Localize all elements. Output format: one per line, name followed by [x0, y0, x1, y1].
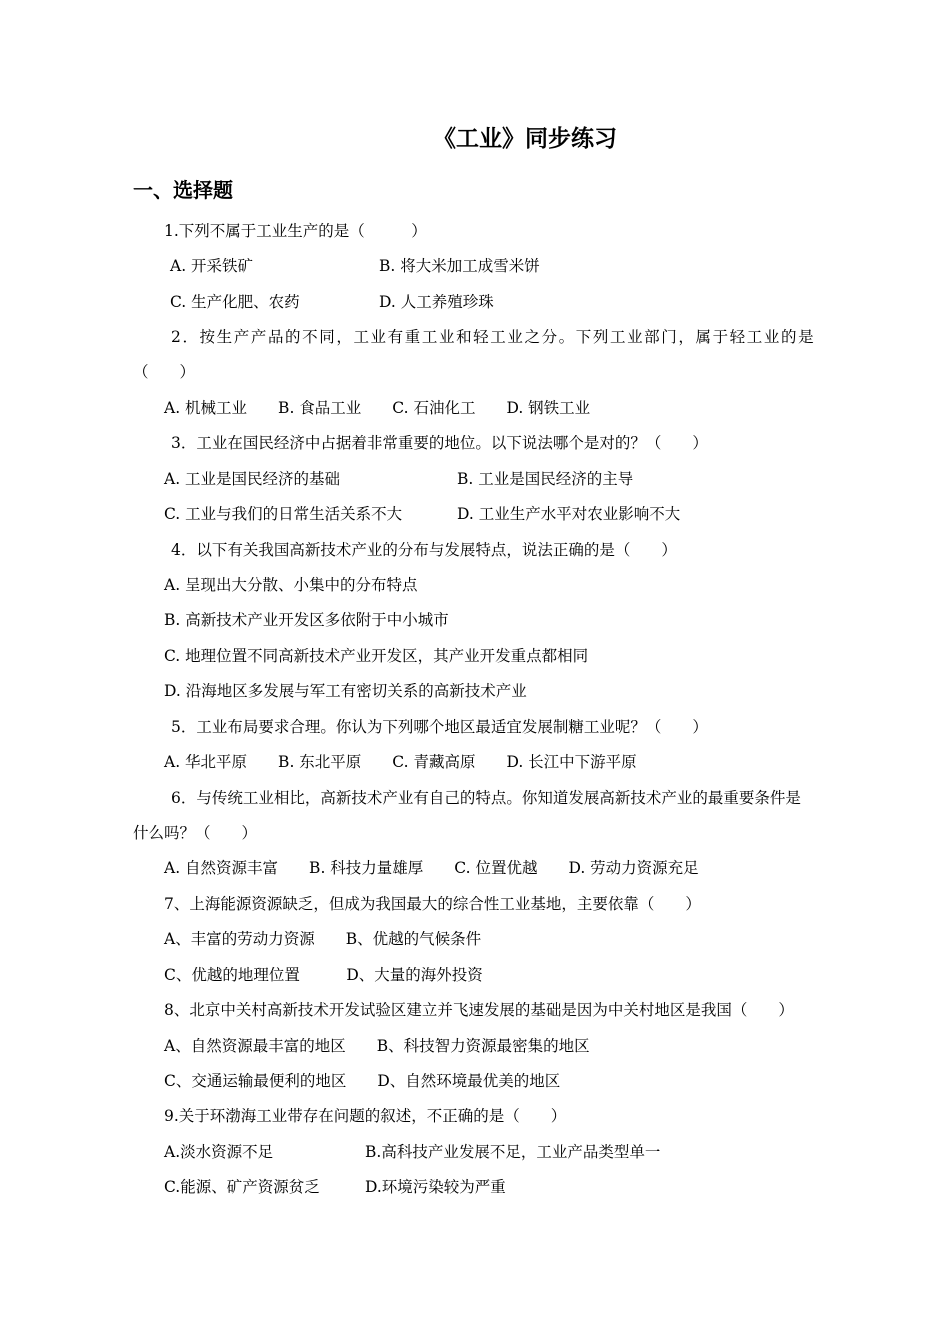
question-9-stem: 9.关于环渤海工业带存在问题的叙述，不正确的是（ ）: [164, 1107, 567, 1125]
question-2-stem-continued: （ ）: [133, 363, 196, 381]
question-1-option-a: A. 开采铁矿: [170, 257, 254, 275]
question-5-options: A. 华北平原 B. 东北平原 C. 青藏高原 D. 长江中下游平原: [164, 753, 637, 771]
question-1-option-b: B. 将大米加工成雪米饼: [379, 257, 540, 275]
question-7-options-ab: A、丰富的劳动力资源 B、优越的气候条件: [164, 930, 482, 948]
section-heading: 一、选择题: [133, 178, 233, 202]
question-8-options-cd: C、交通运输最便利的地区 D、自然环境最优美的地区: [164, 1072, 561, 1090]
question-4-option-d: D. 沿海地区多发展与军工有密切关系的高新技术产业: [164, 682, 527, 700]
question-1-option-d: D. 人工养殖珍珠: [379, 293, 494, 311]
question-9-option-a: A.淡水资源不足: [164, 1143, 274, 1161]
question-3-stem: 3．工业在国民经济中占据着非常重要的地位。以下说法哪个是对的？（ ）: [171, 434, 708, 452]
question-4-option-c: C. 地理位置不同高新技术产业开发区，其产业开发重点都相同: [164, 647, 589, 665]
question-2-options: A. 机械工业 B. 食品工业 C. 石油化工 D. 钢铁工业: [164, 399, 591, 417]
question-6-stem: 6．与传统工业相比，高新技术产业有自己的特点。你知道发展高新技术产业的最重要条件是: [171, 789, 801, 807]
question-5-stem: 5．工业布局要求合理。你认为下列哪个地区最适宜发展制糖工业呢？（ ）: [171, 718, 708, 736]
question-4-stem: 4．以下有关我国高新技术产业的分布与发展特点，说法正确的是（ ）: [171, 541, 677, 559]
question-7-stem: 7、上海能源资源缺乏，但成为我国最大的综合性工业基地，主要依靠（ ）: [164, 895, 701, 913]
question-3-option-c: C. 工业与我们的日常生活关系不大: [164, 505, 403, 523]
question-3-option-b: B. 工业是国民经济的主导: [457, 470, 634, 488]
question-1-stem: 1.下列不属于工业生产的是（ ）: [164, 222, 427, 240]
question-4-option-a: A. 呈现出大分散、小集中的分布特点: [164, 576, 418, 594]
page-title: 《工业》同步练习: [433, 126, 617, 152]
question-8-stem: 8、北京中关村高新技术开发试验区建立并飞速发展的基础是因为中关村地区是我国（ ）: [164, 1001, 794, 1019]
question-7-options-cd: C、优越的地理位置 D、大量的海外投资: [164, 966, 483, 984]
question-3-option-d: D. 工业生产水平对农业影响不大: [457, 505, 681, 523]
question-6-options: A. 自然资源丰富 B. 科技力量雄厚 C. 位置优越 D. 劳动力资源充足: [164, 859, 699, 877]
question-2-stem: 2．按生产产品的不同，工业有重工业和轻工业之分。下列工业部门，属于轻工业的是: [171, 328, 816, 346]
question-6-stem-continued: 什么吗？（ ）: [133, 824, 258, 842]
question-9-option-b: B.高科技产业发展不足，工业产品类型单一: [365, 1143, 661, 1161]
question-9-option-c: C.能源、矿产资源贫乏: [164, 1178, 320, 1196]
question-9-option-d: D.环境污染较为严重: [365, 1178, 506, 1196]
question-8-options-ab: A、自然资源最丰富的地区 B、科技智力资源最密集的地区: [164, 1037, 590, 1055]
question-4-option-b: B. 高新技术产业开发区多依附于中小城市: [164, 611, 449, 629]
question-1-option-c: C. 生产化肥、农药: [170, 293, 300, 311]
question-3-option-a: A. 工业是国民经济的基础: [164, 470, 341, 488]
